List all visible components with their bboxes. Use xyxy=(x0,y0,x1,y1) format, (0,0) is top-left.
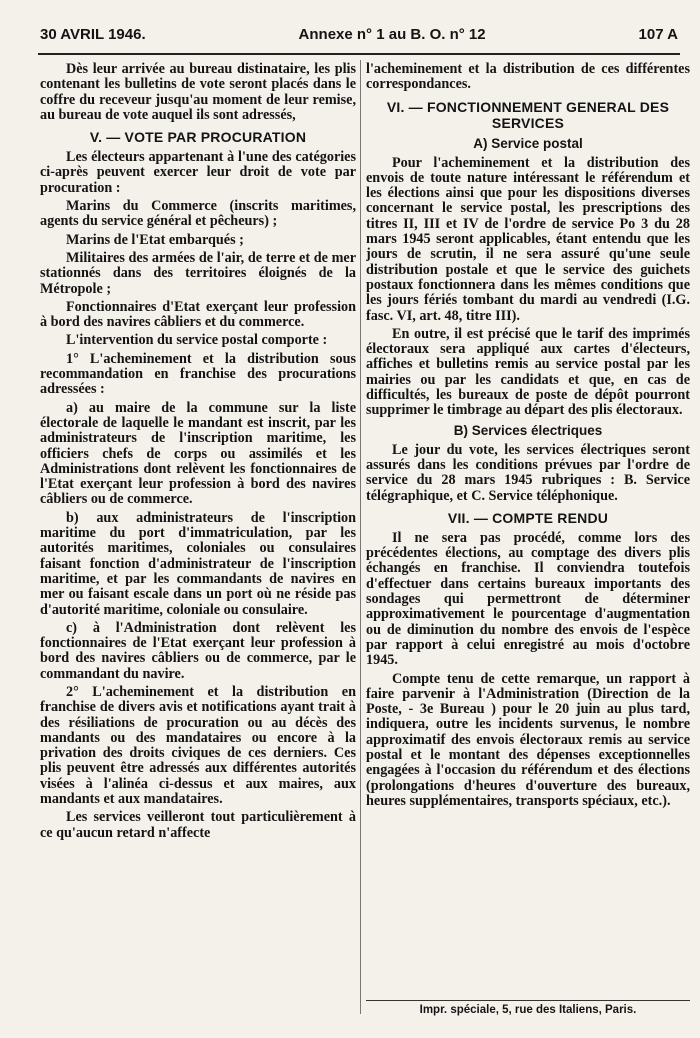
paragraph: b) aux administrateurs de l'inscription maritime du port d'immatriculation, par les autorités maritimes, coloniales ou consulaires faisant fonction d'administrateur de l'inscription maritime, et par les commandants de navires en mer ou faisant escale dans un port où ne réside pas d'autorité maritime, coloniale ou consulaire. xyxy=(40,509,356,618)
header-date: 30 AVRIL 1946. xyxy=(40,25,146,43)
paragraph: Pour l'acheminement et la distribution des envois de toute nature intéressant le référendum et les élections ainsi que pour les dispositions diverses concernant le service postal, les prescriptions des titres II, III et IV de l'ordre de service Po 3 du 28 mars 1945 seront applicables, étant entendu que les jours de scrutin, il ne sera assuré qu'une seule distribution postale et que le service des guichets postaux fonctionnera dans les mêmes conditions que les jours fériés tombant du mardi au vendredi (I.G. fasc. VI, art. 48, titre III). xyxy=(366,154,690,324)
section-heading-vi: VI. — FONCTIONNEMENT GENERAL DES SERVICES xyxy=(386,98,670,131)
paragraph: Marins de l'Etat embarqués ; xyxy=(66,231,244,248)
paragraph: l'acheminement et la distribution de ces différentes correspondances. xyxy=(366,62,690,93)
paragraph: Militaires des armées de l'air, de terre et de mer stationnés dans des territoires éloignés de la Métropole ; xyxy=(40,249,356,297)
paragraph: Les services veilleront tout particulièrement à ce qu'aucun retard n'affecte xyxy=(40,809,356,841)
section-heading-v: V. — VOTE PAR PROCURATION xyxy=(89,129,307,146)
paragraph: a) au maire de la commune sur la liste électorale de laquelle le mandant est inscrit, par les administrateurs de l'inscription maritime, les officiers chefs de corps ou assimilés et les Administrations dont relèvent les fonctionnaires de l'Etat exerçant leur profession à bord des navires câbliers ou de commerce. xyxy=(40,399,356,508)
paragraph: 2° L'acheminement et la distribution en franchise de divers avis et notifications ayant trait à des résiliations de procuration ou au décès des mandants ou des mandataires ou encore à la privation des droits civiques de ces derniers. Ces plis peuvent être adressés aux différentes autorités visées à l'alinéa ci-dessus et aux maires, aux mandants et aux mandataires. xyxy=(40,683,356,808)
printer-imprint: Impr. spéciale, 5, rue des Italiens, Paris. xyxy=(366,1000,690,1016)
subheading-service-postal: A) Service postal xyxy=(473,135,583,151)
paragraph: Compte tenu de cette remarque, un rapport à faire parvenir à l'Administration (Direction de la Poste, - 3e Bureau ) pour le 20 juin au plus tard, indiquera, outre les incidents survenus, le nombre approximatif des envois électoraux remis au service postal et le montant des dépenses exceptionnelles engagées à l'occasion du référendum et des élections (prolongations d'heures d'ouverture des bureaux, heures supplémentaires, transports spéciaux, etc.). xyxy=(366,670,690,809)
header-page-number: 107 A xyxy=(638,25,678,43)
paragraph: Il ne sera pas procédé, comme lors des précédentes élections, au comptage des divers plis échangés en franchise. Il conviendra toutefois d'effectuer dans certains bureaux importants des sondages qui permettront de déterminer approximativement le pourcentage d'augmentation ou de diminution du nombre des envois de l'espèce par rapport à celui enregistré au mois d'octobre 1945. xyxy=(366,529,690,669)
section-heading-vii: VII. — COMPTE RENDU xyxy=(447,509,609,526)
left-column xyxy=(40,62,356,1016)
column-divider xyxy=(360,60,361,1014)
paragraph: c) à l'Administration dont relèvent les fonctionnaires de l'Etat exerçant leur profession à bord des navires câbliers ou de commerce, par le commandant du navire. xyxy=(40,619,356,682)
paragraph: Fonctionnaires d'Etat exerçant leur profession à bord des navires câbliers et du commerce. xyxy=(40,298,356,331)
header-annex: Annexe n° 1 au B. O. n° 12 xyxy=(298,25,486,43)
subheading-services-electriques: B) Services électriques xyxy=(453,422,603,438)
paragraph: Marins du Commerce (inscrits maritimes, agents du service général et pêcheurs) ; xyxy=(40,198,356,230)
paragraph: 1° L'acheminement et la distribution sous recommandation en franchise des procurations adressées : xyxy=(40,350,356,398)
paragraph: L'intervention du service postal comporte : xyxy=(66,332,328,349)
page-header xyxy=(40,22,678,46)
paragraph: Dès leur arrivée au bureau distinataire, les plis contenant les bulletins de vote seront placés dans le coffre du receveur jusqu'au moment de leur remise, au bureau de vote auquel ils sont adressés, xyxy=(40,62,356,123)
paragraph: En outre, il est précisé que le tarif des imprimés électoraux sera appliqué aux cartes d'électeurs, affiches et bulletins remis au service postal par les mairies ou par les candidats et que, en cas de difficultés, les bureaux de poste de dépôt pourront supprimer le timbrage au départ des plis électoraux. xyxy=(366,325,690,419)
header-rule xyxy=(38,53,680,55)
paragraph: Le jour du vote, les services électriques seront assurés dans les conditions prévues par l'ordre de service du 28 mars 1945 rubriques : B. Service télégraphique, et C. Service téléphonique. xyxy=(366,441,690,504)
right-column xyxy=(366,62,690,1016)
paragraph: Les électeurs appartenant à l'une des catégories ci-après peuvent exercer leur droit de vote par procuration : xyxy=(40,149,356,196)
